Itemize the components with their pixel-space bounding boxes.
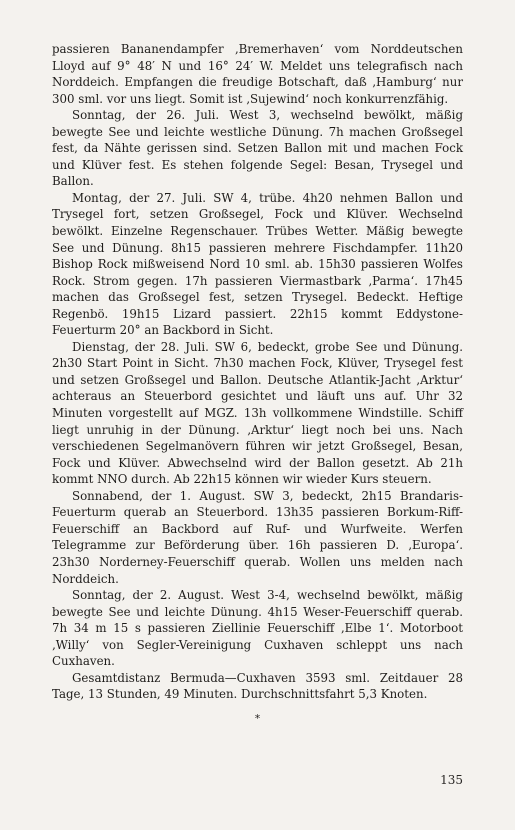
paragraph: Sonntag, der 26. Juli. West 3, wechselnd bewölkt, mäßig bewegte See und leichte westliche Dünung. 7h machen Großsegel fest, da Nähte gerissen sind. Setzen Ballon mit und machen Fock und Klüver fest. Es stehen folgende Segel: Besan, Trysegel und Ballon. bbox=[52, 108, 463, 189]
paragraph: Sonntag, der 2. August. West 3-4, wechselnd bewölkt, mäßig bewegte See und leichte Dünung. 4h15 Weser-Feuerschiff querab. 7h 34 m 15 s passieren Ziellinie Feuerschiff ‚Elbe 1‘. Motorboot ‚Willy‘ von Segler-Vereinigung Cuxhaven schleppt uns nach Cuxhaven. bbox=[52, 588, 463, 669]
paragraph: Gesamtdistanz Bermuda—Cuxhaven 3593 sml. Zeitdauer 28 Tage, 13 Stunden, 49 Minuten. Durchschnittsfahrt 5,3 Knoten. bbox=[52, 670, 463, 702]
paragraph: Sonnabend, der 1. August. SW 3, bedeckt, 2h15 Brandaris-Feuerturm querab an Steuerbord. 13h35 passieren Borkum-Riff-Feuerschiff an Backbord auf Ruf- und Wurfweite. Werfen Telegramme zur Beförderung über. 16h passieren D. ‚Europa‘. 23h30 Norderney-Feuerschiff querab. Wollen uns melden nach Norddeich. bbox=[52, 488, 463, 586]
section-separator: * bbox=[254, 711, 261, 725]
paragraph: passieren Bananendampfer ‚Bremerhaven‘ vom Norddeutschen Lloyd auf 9° 48′ N und 16° 24′ W. Meldet uns telegrafisch nach Norddeich. Empfangen die freudige Botschaft, daß ‚Hamburg‘ nur 300 sml. vor uns liegt. Somit ist ‚Sujewind‘ noch konkurrenzfähig. bbox=[52, 42, 463, 106]
page-number: 135 bbox=[440, 773, 463, 787]
body-text bbox=[52, 41, 463, 727]
paragraph: Montag, der 27. Juli. SW 4, trübe. 4h20 nehmen Ballon und Trysegel fort, setzen Großsegel, Fock und Klüver. Wechselnd bewölkt. Einzelne Regenschauer. Trübes Wetter. Mäßig bewegte See und Dünung. 8h15 passieren mehrere Fischdampfer. 11h20 Bishop Rock mißweisend Nord 10 sml. ab. 15h30 passieren Wolfes Rock. Strom gegen. 17h passieren Viermastbark ‚Parma‘. 17h45 machen das Großsegel fest, setzen Trysegel. Bedeckt. Heftige Regenbö. 19h15 Lizard passiert. 22h15 kommt Eddystone-Feuerturm 20° an Backbord in Sicht. bbox=[52, 190, 463, 338]
paragraph: Dienstag, der 28. Juli. SW 6, bedeckt, grobe See und Dünung. 2h30 Start Point in Sicht. 7h30 machen Fock, Klüver, Trysegel fest und setzen Großsegel und Ballon. Deutsche Atlantik-Jacht ‚Arktur‘ achteraus an Steuerbord gesichtet und läuft uns auf. Uhr 32 Minuten vorgestellt auf MGZ. 13h vollkommene Windstille. Schiff liegt unruhig in der Dünung. ‚Arktur‘ liegt noch bei uns. Nach verschiedenen Segelmanövern führen wir jetzt Großsegel, Besan, Fock und Klüver. Abwechselnd wird der Ballon gesetzt. Ab 21h kommt NNO durch. Ab 22h15 können wir wieder Kurs steuern. bbox=[52, 339, 463, 487]
